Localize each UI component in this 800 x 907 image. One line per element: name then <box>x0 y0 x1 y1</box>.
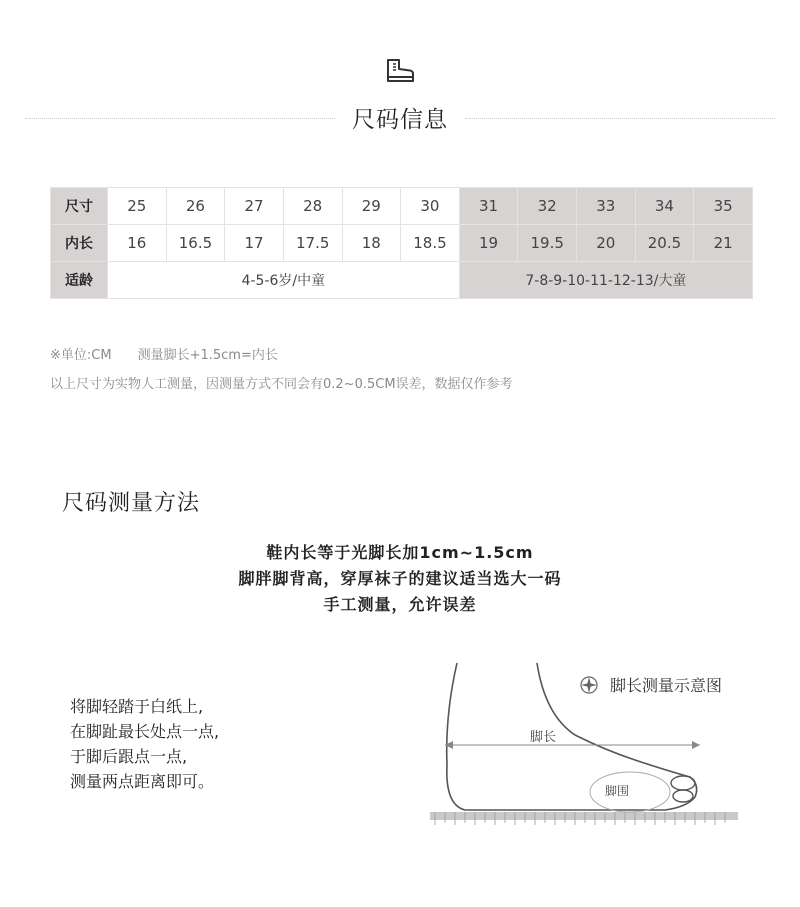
size-cell: 28 <box>283 188 342 225</box>
size-cell: 31 <box>459 188 518 225</box>
steps-block <box>70 694 219 794</box>
tip-line: 脚胖脚背高，穿厚袜子的建议适当选大一码 <box>238 569 562 588</box>
size-cell: 34 <box>635 188 694 225</box>
toe <box>671 776 695 790</box>
tip-line: 鞋内长等于光脚长加1cm~1.5cm <box>266 543 534 562</box>
step-line: 于脚后跟点一点, <box>70 747 188 766</box>
size-table <box>50 187 753 299</box>
length-cell: 19.5 <box>518 225 577 262</box>
length-cell: 16 <box>108 225 167 262</box>
arrow-head-right <box>692 741 700 749</box>
row-label-age: 适龄 <box>51 262 108 299</box>
length-label: 脚长 <box>530 730 557 745</box>
figure-title: 脚长测量示意图 <box>610 676 723 695</box>
length-cell: 21 <box>694 225 753 262</box>
length-cell: 20 <box>577 225 636 262</box>
age-cell-big: 7-8-9-10-11-12-13/大童 <box>459 262 752 299</box>
size-cell: 25 <box>108 188 167 225</box>
table-row <box>51 225 753 262</box>
length-cell: 20.5 <box>635 225 694 262</box>
formula-text: 测量脚长+1.5cm=内长 <box>137 348 278 363</box>
table-row <box>51 188 753 225</box>
size-cell: 30 <box>401 188 460 225</box>
row-label-length: 内长 <box>51 225 108 262</box>
step-line: 将脚轻踏于白纸上, <box>70 697 204 716</box>
length-cell: 18.5 <box>401 225 460 262</box>
compass-icon <box>581 677 597 693</box>
size-cell: 26 <box>166 188 225 225</box>
length-cell: 19 <box>459 225 518 262</box>
row-label-size: 尺寸 <box>51 188 108 225</box>
table-row <box>51 262 753 299</box>
ruler <box>430 812 738 820</box>
toe <box>673 790 693 802</box>
method-title: 尺码测量方法 <box>62 491 201 516</box>
tip-line: 手工测量，允许误差 <box>323 595 477 614</box>
girth-label: 脚围 <box>605 784 630 798</box>
unit-note <box>50 344 278 363</box>
size-cell: 33 <box>577 188 636 225</box>
foot-measure-figure <box>425 655 765 835</box>
size-cell: 27 <box>225 188 284 225</box>
unit-text: ※单位:CM <box>50 348 112 363</box>
disclaimer-note: 以上尺寸为实物人工测量，因测量方式不同会有0.2~0.5CM误差，数据仅作参考 <box>50 377 513 392</box>
length-cell: 16.5 <box>166 225 225 262</box>
age-cell-middle: 4-5-6岁/中童 <box>108 262 460 299</box>
length-cell: 17 <box>225 225 284 262</box>
tips-block <box>0 540 800 618</box>
length-cell: 18 <box>342 225 401 262</box>
length-cell: 17.5 <box>283 225 342 262</box>
size-cell: 29 <box>342 188 401 225</box>
step-line: 在脚趾最长处点一点, <box>70 722 220 741</box>
boot-icon <box>384 57 416 85</box>
page-title: 尺码信息 <box>352 107 448 133</box>
size-cell: 35 <box>694 188 753 225</box>
step-line: 测量两点距离即可。 <box>70 772 215 791</box>
girth-ring <box>590 772 670 812</box>
size-cell: 32 <box>518 188 577 225</box>
